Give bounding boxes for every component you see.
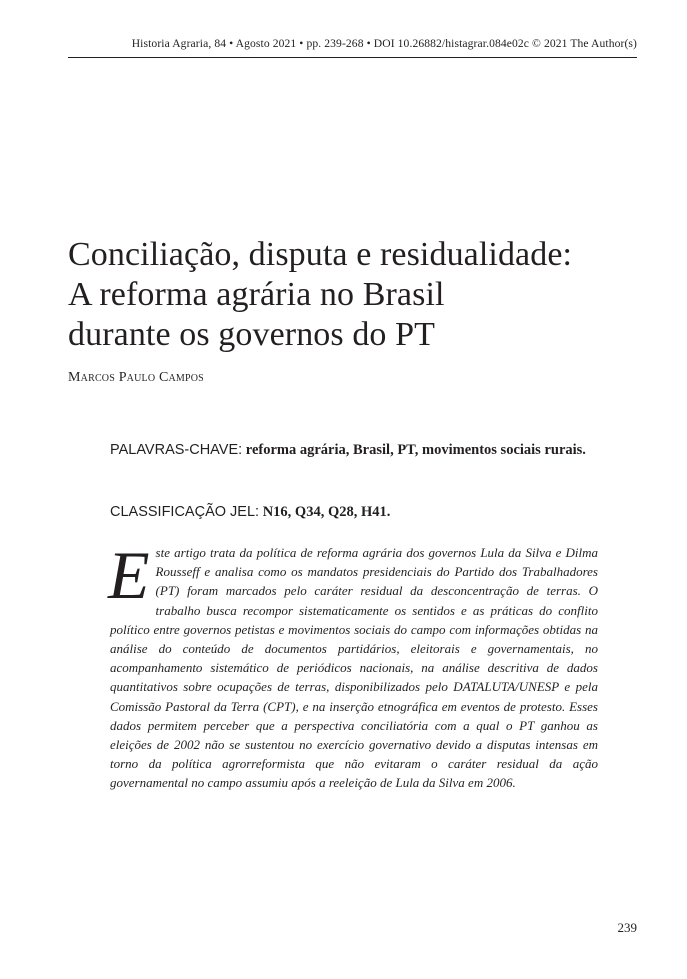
- abstract-text: ste artigo trata da política de reforma agrária dos governos Lula da Silva e Dilma Rousseff e analisa como os mandatos presidenciais do Partido dos Trabalhadores (PT) foram marcados pelo caráter residual da desconcentração de terras. O trabalho busca recompor sistematicamente os sentidos e as práticas do conflito político entre governos petistas e movimentos sociais do campo com informações obtidas na análise do conteúdo de documentos partidários, eleitorais e governamentais, no acompanhamento sistemático de periódicos nacionais, na análise descritiva de dados quantitativos sobre ocupações de terras, disponibilizados pelo DATALUTA/UNESP e pela Comissão Pastoral da Terra (CPT), e na inserção etnográfica em eventos de protesto. Esses dados permitem perceber que a perspectiva conciliatória com a qual o PT ganhou as eleições de 2002 não se sustentou no exercício governativo devido a disputas intensas em torno da política agrorreformista que não evitaram o caráter residual da ação governamental no campo assumiu após a reeleição de Lula da Silva em 2006.: [110, 545, 598, 791]
- jel-classification: [110, 502, 597, 522]
- jel-value: N16, Q34, Q28, H41.: [262, 504, 391, 520]
- keywords: [110, 440, 597, 460]
- title-line-2: A reforma agrária no Brasil: [68, 276, 445, 313]
- abstract-dropcap: E: [108, 537, 150, 613]
- article-title: [68, 235, 668, 355]
- title-line-1: Conciliação, disputa e residualidade:: [68, 236, 573, 273]
- abstract: [108, 537, 598, 793]
- jel-label: CLASSIFICAÇÃO JEL:: [110, 504, 260, 520]
- header-rule: [68, 57, 637, 58]
- running-head: Historia Agraria, 84 • Agosto 2021 • pp. 239-268 • DOI 10.26882/histagrar.084e02c © 2021 The Author(s): [131, 37, 637, 50]
- title-line-3: durante os governos do PT: [68, 316, 436, 353]
- keywords-label: PALAVRAS-CHAVE:: [110, 442, 243, 458]
- keywords-value: reforma agrária, Brasil, PT, movimentos sociais rurais.: [245, 442, 586, 458]
- author-name: Marcos Paulo Campos: [68, 370, 204, 385]
- page-number: 239: [617, 920, 637, 935]
